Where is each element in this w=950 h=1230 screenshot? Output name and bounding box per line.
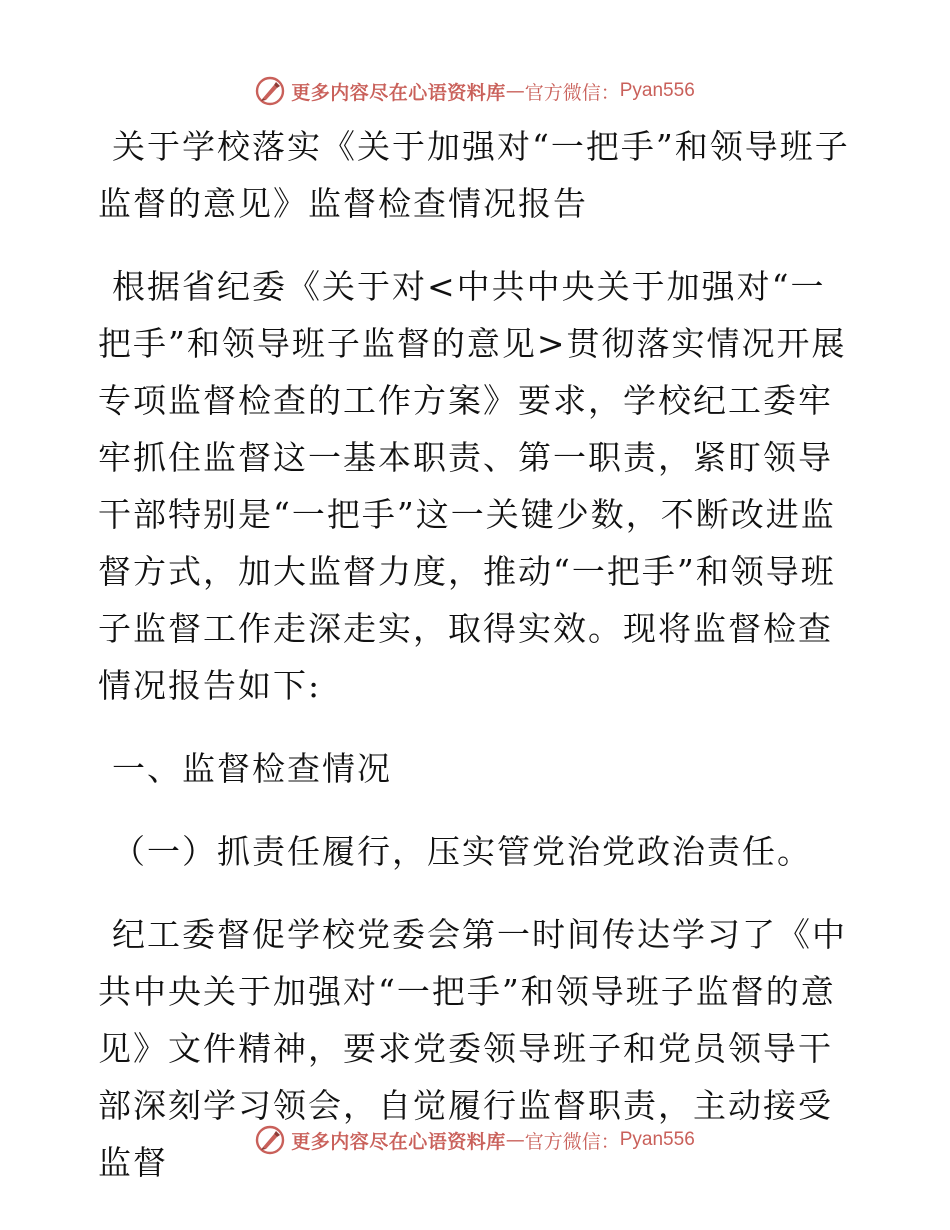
watermark-wechat-label: 官方微信： [524,1130,620,1153]
watermark-dash: — [505,1129,525,1151]
document-title: 关于学校落实《关于加强对“一把手”和领导班子监督的意见》监督检查情况报告 [98,127,850,223]
watermark-wechat-id: Pyan556 [619,80,695,101]
watermark-main-text: 更多内容尽在心语资料库 [291,1130,506,1153]
spacer [98,714,858,740]
pen-logo-icon [255,1125,285,1155]
section-heading: 一、监督检查情况 [112,749,392,788]
subsection-heading: （一）抓责任履行，压实管党治党政治责任。 [112,832,812,871]
header-watermark [0,71,950,111]
spacer [98,797,858,823]
watermark-wechat-label: 官方微信： [524,81,620,104]
watermark-main-text: 更多内容尽在心语资料库 [291,81,506,104]
watermark-wechat-id: Pyan556 [619,1129,695,1150]
spacer [98,232,858,258]
document-body [98,118,858,1191]
spacer [98,880,858,906]
subsection-paragraph: 纪工委督促学校党委会第一时间传达学习了《中共中央关于加强对“一把手”和领导班子监督的意见》文件精神，要求党委领导班子和党员领导干部深刻学习领会，自觉履行监督职责，主动接受监督 [98,915,847,1182]
footer-watermark [0,1120,950,1160]
pen-logo-icon [255,76,285,106]
watermark-dash: — [505,80,525,102]
intro-paragraph: 根据省纪委《关于对<中共中央关于加强对“一把手”和领导班子监督的意见>贯彻落实情况开展专项监督检查的工作方案》要求，学校纪工委牢牢抓住监督这一基本职责、第一职责，紧盯领导干部特别是“一把手”这一关键少数，不断改进监督方式，加大监督力度，推动“一把手”和领导班子监督工作走深走实，取得实效。现将监督检查情况报告如下: [98,267,847,705]
